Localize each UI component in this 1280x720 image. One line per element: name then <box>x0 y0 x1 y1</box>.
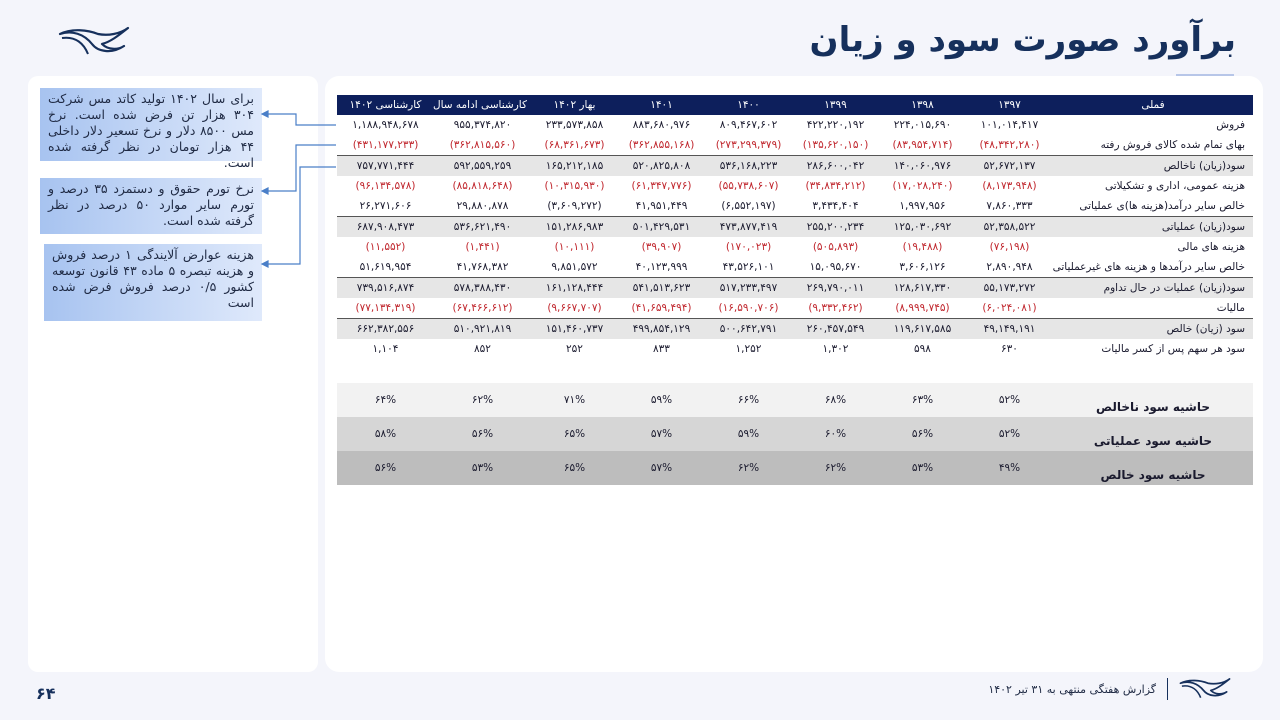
margin-cell: ۶۵% <box>531 417 618 451</box>
row-label: سود(زیان) عملیات در حال تداوم <box>1053 278 1253 299</box>
row-label: خالص سایر درآمد(هزینه ها)ی عملیاتی <box>1079 200 1245 212</box>
table-row <box>337 115 1253 135</box>
row-label: خالص سایر درآمدها و هزینه های غیرعملیاتی <box>1052 261 1245 273</box>
table-cell: ۴۲۲,۲۲۰,۱۹۲ <box>806 119 865 131</box>
table-cell: ۸۸۳,۶۸۰,۹۷۶ <box>632 119 691 131</box>
table-cell: (۳۶۲,۸۵۵,۱۶۸) <box>628 139 695 151</box>
margin-cell: ۵۷% <box>618 417 705 451</box>
table-cell: ۵۹۸ <box>914 343 931 355</box>
table-cell: ۵۱۰,۹۲۱,۸۱۹ <box>434 319 531 340</box>
footer-report-label: گزارش هفتگی منتهی به ۳۱ تیر ۱۴۰۲ <box>988 683 1156 696</box>
margins-table <box>337 383 1253 485</box>
table-cell: ۱۵۱,۲۸۶,۹۸۳ <box>531 217 618 238</box>
table-cell: ۲۶۹,۷۹۰,۰۱۱ <box>792 278 879 299</box>
margin-cell: ۵۹% <box>705 417 792 451</box>
row-label: سود(زیان) ناخالص <box>1053 156 1253 177</box>
table-cell: ۴۳,۵۲۶,۱۰۱ <box>722 261 775 273</box>
margin-row <box>337 417 1253 451</box>
table-cell: ۱۶۱,۱۲۸,۴۴۴ <box>531 278 618 299</box>
table-row <box>337 196 1253 217</box>
margin-cell: ۵۶% <box>879 417 966 451</box>
table-cell: ۶۳۰ <box>1001 343 1018 355</box>
table-cell: (۱۹,۴۸۸) <box>902 241 943 253</box>
note-fees-assumption: هزینه عوارض آلایندگی ۱ درصد فروش و هزینه تبصره ۵ ماده ۴۳ قانون توسعه کشور ۰/۵ درصد فروش فرض شده است <box>44 244 262 321</box>
table-cell: ۵۱,۶۱۹,۹۵۴ <box>359 261 412 273</box>
table-cell: ۵۲۰,۸۲۵,۸۰۸ <box>618 156 705 177</box>
margin-cell: ۵۶% <box>434 417 531 451</box>
table-cell: (۶۸,۳۶۱,۶۷۳) <box>544 139 605 151</box>
table-cell: ۵۹۲,۵۵۹,۲۵۹ <box>434 156 531 177</box>
table-cell: (۱,۴۴۱) <box>465 241 500 253</box>
header-1397: ۱۳۹۷ <box>966 95 1053 115</box>
table-cell: (۳,۶۰۹,۲۷۲) <box>547 200 602 212</box>
company-logo-icon <box>58 24 130 60</box>
footer-logo-icon <box>1176 676 1234 702</box>
margin-cell: ۶۲% <box>705 451 792 485</box>
table-cell: ۵۳۶,۶۲۱,۴۹۰ <box>434 217 531 238</box>
margin-label: حاشیه سود عملیاتی <box>1053 417 1253 451</box>
margin-cell: ۶۵% <box>531 451 618 485</box>
margin-cell: ۵۲% <box>966 383 1053 417</box>
table-cell: ۱,۲۵۲ <box>735 343 762 355</box>
margin-label: حاشیه سود ناخالص <box>1053 383 1253 417</box>
table-cell: ۵۰۱,۴۲۹,۵۳۱ <box>618 217 705 238</box>
table-cell: ۲۵۵,۲۰۰,۲۳۴ <box>792 217 879 238</box>
table-cell: (۸۵,۸۱۸,۶۴۸) <box>452 180 513 192</box>
margin-cell: ۶۲% <box>434 383 531 417</box>
header-1400: ۱۴۰۰ <box>705 95 792 115</box>
table-cell: ۸۳۳ <box>653 343 670 355</box>
table-cell: ۲۳۳,۵۷۳,۸۵۸ <box>545 119 604 131</box>
table-row <box>337 156 1253 177</box>
page-number: ۶۴ <box>36 684 56 703</box>
table-cell: (۶۷,۴۶۶,۶۱۲) <box>452 302 513 314</box>
table-row <box>337 135 1253 156</box>
margin-cell: ۵۷% <box>618 451 705 485</box>
table-cell: ۵۵,۱۷۳,۲۷۲ <box>966 278 1053 299</box>
table-row <box>337 319 1253 340</box>
row-label: بهای تمام شده کالای فروش رفته <box>1100 139 1245 151</box>
table-cell: ۱۰۱,۰۱۴,۴۱۷ <box>980 119 1039 131</box>
table-cell: ۱۵۱,۴۶۰,۷۳۷ <box>531 319 618 340</box>
table-cell: ۵۲,۳۵۸,۵۲۲ <box>966 217 1053 238</box>
table-cell: ۱۵,۰۹۵,۶۷۰ <box>809 261 862 273</box>
table-cell: (۲۷۳,۲۹۹,۳۷۹) <box>715 139 782 151</box>
margin-cell: ۴۹% <box>966 451 1053 485</box>
table-header-row <box>337 95 1253 115</box>
table-cell: ۳,۴۳۴,۴۰۴ <box>812 200 859 212</box>
table-cell: (۷۶,۱۹۸) <box>989 241 1030 253</box>
table-cell: ۹۵۵,۳۷۴,۸۲۰ <box>453 119 512 131</box>
margin-cell: ۵۶% <box>337 451 434 485</box>
table-cell: (۱۶,۵۹۰,۷۰۶) <box>718 302 779 314</box>
table-cell: ۲۵۲ <box>566 343 583 355</box>
table-cell: ۴۹۹,۸۵۴,۱۲۹ <box>618 319 705 340</box>
table-cell: ۹,۸۵۱,۵۷۲ <box>551 261 598 273</box>
table-cell: (۱۷۰,۰۲۳) <box>725 241 772 253</box>
note-production-assumption: برای سال ۱۴۰۲ تولید کاتد مس شرکت ۳۰۴ هزار تن فرض شده است. نرخ مس ۸۵۰۰ دلار و نرخ تسعیر دلار داخلی ۴۴ هزار تومان در نظر گرفته شده است. <box>40 88 262 161</box>
row-label: سود (زیان) خالص <box>1053 319 1253 340</box>
row-label: هزینه عمومی، اداری و تشکیلاتی <box>1105 180 1245 192</box>
table-row <box>337 176 1253 196</box>
table-cell: ۳,۶۰۶,۱۲۶ <box>899 261 946 273</box>
margin-cell: ۵۲% <box>966 417 1053 451</box>
table-cell: (۸,۹۹۹,۷۴۵) <box>895 302 950 314</box>
margin-row <box>337 383 1253 417</box>
header-1398: ۱۳۹۸ <box>879 95 966 115</box>
table-cell: (۴۳۱,۱۷۷,۲۳۳) <box>352 139 419 151</box>
table-cell: ۴۹,۱۴۹,۱۹۱ <box>966 319 1053 340</box>
margin-cell: ۵۹% <box>618 383 705 417</box>
table-cell: ۷۵۷,۷۷۱,۴۴۴ <box>337 156 434 177</box>
table-cell: ۴۱,۹۵۱,۴۴۹ <box>635 200 688 212</box>
header-1402-estimate: کارشناسی ۱۴۰۲ <box>337 95 434 115</box>
table-cell: ۲۶,۲۷۱,۶۰۶ <box>359 200 412 212</box>
table-row <box>337 217 1253 238</box>
table-cell: ۸۰۹,۴۶۷,۶۰۲ <box>719 119 778 131</box>
table-cell: (۸,۱۷۳,۹۴۸) <box>982 180 1037 192</box>
notes-panel <box>28 76 318 672</box>
table-cell: (۱۰,۱۱۱) <box>554 241 595 253</box>
table-cell: (۴۱,۶۵۹,۴۹۴) <box>631 302 692 314</box>
table-cell: ۷۳۹,۵۱۶,۸۷۴ <box>337 278 434 299</box>
table-cell: ۲۶۰,۴۵۷,۵۴۹ <box>792 319 879 340</box>
table-cell: (۹,۶۶۷,۷۰۷) <box>547 302 602 314</box>
table-cell: ۴۰,۱۲۳,۹۹۹ <box>635 261 688 273</box>
table-cell: (۳۴,۸۳۴,۲۱۲) <box>805 180 866 192</box>
table-cell: ۱۲۵,۰۳۰,۶۹۲ <box>879 217 966 238</box>
table-cell: ۲۸۶,۶۰۰,۰۴۲ <box>792 156 879 177</box>
profit-loss-table <box>337 95 1253 359</box>
table-cell: ۲۹,۸۸۰,۸۷۸ <box>456 200 509 212</box>
margin-cell: ۵۳% <box>434 451 531 485</box>
table-cell: ۸۵۲ <box>474 343 491 355</box>
table-cell: (۶,۰۲۴,۰۸۱) <box>982 302 1037 314</box>
table-cell: (۶,۵۵۲,۱۹۷) <box>721 200 776 212</box>
table-cell: (۹,۳۳۲,۴۶۲) <box>808 302 863 314</box>
footer-divider <box>1167 678 1168 700</box>
table-row <box>337 298 1253 319</box>
table-cell: ۱,۱۸۸,۹۴۸,۶۷۸ <box>352 119 419 131</box>
table-cell: ۵۱۷,۲۳۳,۴۹۷ <box>705 278 792 299</box>
table-row <box>337 278 1253 299</box>
table-cell: (۹۶,۱۳۴,۵۷۸) <box>355 180 416 192</box>
table-cell: (۱۷,۰۲۸,۲۴۰) <box>892 180 953 192</box>
note-inflation-assumption: نرخ تورم حقوق و دستمزد ۳۵ درصد و تورم سایر موارد ۵۰ درصد در نظر گرفته شده است. <box>40 178 262 234</box>
table-cell: (۵۵,۷۳۸,۶۰۷) <box>718 180 779 192</box>
table-cell: ۷,۸۶۰,۳۳۳ <box>986 200 1033 212</box>
table-cell: (۳۹,۹۰۷) <box>641 241 682 253</box>
margin-cell: ۶۶% <box>705 383 792 417</box>
table-row <box>337 339 1253 359</box>
margin-cell: ۶۳% <box>879 383 966 417</box>
table-cell: ۶۸۷,۹۰۸,۴۷۳ <box>337 217 434 238</box>
table-cell: (۳۶۲,۸۱۵,۵۶۰) <box>449 139 516 151</box>
table-cell: (۱۱,۵۵۲) <box>365 241 406 253</box>
table-cell: (۵۰۵,۸۹۳) <box>812 241 859 253</box>
table-cell: ۵۰۰,۶۴۲,۷۹۱ <box>705 319 792 340</box>
table-cell: (۸۳,۹۵۴,۷۱۴) <box>892 139 953 151</box>
table-cell: ۱۲۸,۶۱۷,۳۳۰ <box>879 278 966 299</box>
margin-cell: ۷۱% <box>531 383 618 417</box>
margin-row <box>337 451 1253 485</box>
margin-cell: ۵۸% <box>337 417 434 451</box>
table-cell: ۱,۹۹۷,۹۵۶ <box>899 200 946 212</box>
header-1399: ۱۳۹۹ <box>792 95 879 115</box>
table-cell: (۴۸,۳۴۲,۲۸۰) <box>979 139 1040 151</box>
row-label: سود هر سهم پس از کسر مالیات <box>1101 343 1245 355</box>
row-label: فروش <box>1216 119 1245 131</box>
margin-cell: ۶۲% <box>792 451 879 485</box>
table-cell: ۱۱۹,۶۱۷,۵۸۵ <box>879 319 966 340</box>
page-title: برآورد صورت سود و زیان <box>809 20 1236 60</box>
table-cell: (۱۰,۳۱۵,۹۳۰) <box>544 180 605 192</box>
table-cell: ۵۲,۶۷۲,۱۳۷ <box>966 156 1053 177</box>
row-label: سود(زیان) عملیاتی <box>1053 217 1253 238</box>
table-cell: ۴۷۳,۸۷۷,۴۱۹ <box>705 217 792 238</box>
margin-cell: ۵۳% <box>879 451 966 485</box>
table-cell: (۷۷,۱۳۴,۳۱۹) <box>355 302 416 314</box>
row-label: مالیات <box>1216 302 1245 314</box>
header-rest-of-year: کارشناسی ادامه سال <box>434 95 531 115</box>
table-cell: ۵۷۸,۳۸۸,۴۳۰ <box>434 278 531 299</box>
table-cell: ۴۱,۷۶۸,۳۸۲ <box>456 261 509 273</box>
table-cell: (۶۱,۳۴۷,۷۷۶) <box>631 180 692 192</box>
table-row <box>337 257 1253 278</box>
table-cell: ۱۴۰,۰۶۰,۹۷۶ <box>879 156 966 177</box>
table-cell: ۱,۱۰۴ <box>372 343 399 355</box>
table-cell: ۱۶۵,۲۱۲,۱۸۵ <box>531 156 618 177</box>
header-spring-1402: بهار ۱۴۰۲ <box>531 95 618 115</box>
header-1401: ۱۴۰۱ <box>618 95 705 115</box>
margin-cell: ۶۸% <box>792 383 879 417</box>
margin-cell: ۶۰% <box>792 417 879 451</box>
margin-label: حاشیه سود خالص <box>1053 451 1253 485</box>
table-row <box>337 237 1253 257</box>
table-cell: ۱,۳۰۲ <box>822 343 849 355</box>
table-cell: ۵۴۱,۵۱۳,۶۲۳ <box>618 278 705 299</box>
table-cell: (۱۳۵,۶۲۰,۱۵۰) <box>802 139 869 151</box>
margin-cell: ۶۴% <box>337 383 434 417</box>
table-cell: ۵۳۶,۱۶۸,۲۲۳ <box>705 156 792 177</box>
table-cell: ۲,۸۹۰,۹۴۸ <box>986 261 1033 273</box>
table-cell: ۶۶۲,۳۸۲,۵۵۶ <box>337 319 434 340</box>
table-cell: ۲۲۴,۰۱۵,۶۹۰ <box>893 119 952 131</box>
header-company: فملی <box>1053 95 1253 115</box>
row-label: هزینه های مالی <box>1177 241 1245 253</box>
